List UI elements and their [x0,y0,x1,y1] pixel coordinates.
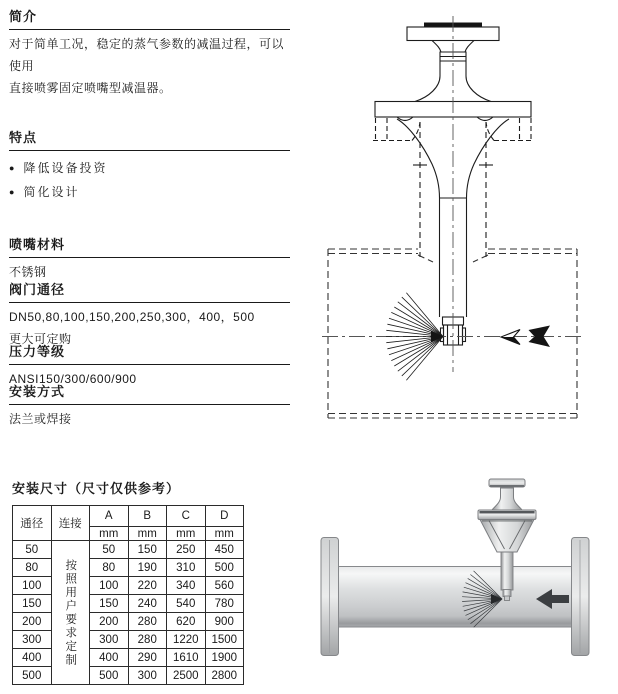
table-row [13,559,244,577]
table-cell: 240 [128,595,167,613]
table-cell: 280 [128,631,167,649]
connection-note-cell: 按照用户要求定制 [51,541,90,685]
table-row [13,577,244,595]
table-cell: 500 [13,667,52,685]
section-valve-size-title: 阀门通径 [9,279,290,303]
table-cell: 100 [13,577,52,595]
unit-cell: mm [90,527,129,541]
pressure-class-text: ANSI150/300/600/900 [9,372,137,386]
feature-text: 降低设备投资 [23,161,108,175]
nozzle-material-text: 不锈钢 [9,265,47,279]
table-cell: 1900 [205,649,244,667]
table-cell: 150 [13,595,52,613]
table-cell: 50 [90,541,129,559]
table-cell: 190 [128,559,167,577]
valve-size-line1: DN50,80,100,150,200,250,300，400，500 [9,310,255,324]
table-cell: 500 [205,559,244,577]
table-cell: 450 [205,541,244,559]
table-row [13,541,244,559]
table-cell: 400 [90,649,129,667]
table-cell: 620 [167,613,206,631]
table-cell: 2800 [205,667,244,685]
table-cell: 1500 [205,631,244,649]
centerlines [322,16,582,372]
table-cell: 200 [90,613,129,631]
header-dn: 通径 [13,506,52,541]
unit-cell: mm [167,527,206,541]
install-dimensions-table [12,505,244,685]
table-cell: 300 [128,667,167,685]
table-cell: 290 [128,649,167,667]
table-cell: 500 [90,667,129,685]
bullet-icon: ● [9,187,15,197]
section-installation [9,381,290,430]
unit-cell: mm [205,527,244,541]
install-dimensions-title: 安装尺寸（尺寸仅供参考） [12,481,181,496]
section-nozzle-material [9,234,290,283]
table-cell: 1220 [167,631,206,649]
table-cell: 1610 [167,649,206,667]
table-cell: 300 [90,631,129,649]
table-cell: 50 [13,541,52,559]
table-cell: 2500 [167,667,206,685]
bullet-icon: ● [9,163,15,173]
table-cell: 560 [205,577,244,595]
table-cell: 150 [128,541,167,559]
table-cell: 250 [167,541,206,559]
table-cell: 200 [13,613,52,631]
table-cell: 340 [167,577,206,595]
section-pressure-class-title: 压力等级 [9,341,290,365]
table-cell: 280 [128,613,167,631]
pipe-body [338,567,572,628]
table-cell: 150 [90,595,129,613]
table-cell: 780 [205,595,244,613]
spray-nozzle [505,596,510,601]
spray-lance [501,550,513,590]
table-row [13,613,244,631]
table-cell: 300 [13,631,52,649]
section-installation-title: 安装方式 [9,381,290,405]
table-cell: 540 [167,595,206,613]
table-row [13,649,244,667]
table-header-row [13,506,244,527]
section-intro [9,6,290,99]
header-a: A [90,506,129,527]
table-cell: 900 [205,613,244,631]
section-valve-size [9,279,290,350]
feature-text: 简化设计 [23,185,80,199]
cone-body [480,520,534,553]
pipe-installation-illustration [300,470,618,694]
table-cell: 80 [90,559,129,577]
unit-cell: mm [128,527,167,541]
table-cell: 100 [90,577,129,595]
header-c: C [167,506,206,527]
section-features-title: 特点 [9,127,290,151]
neck [492,488,522,510]
header-d: D [205,506,244,527]
table-cell: 220 [128,577,167,595]
header-b: B [128,506,167,527]
table-row [13,595,244,613]
header-conn: 连接 [51,506,90,541]
desuperheater-cad-drawing [300,0,618,445]
section-features [9,127,290,204]
intro-text-line1: 对于简单工况，稳定的蒸气参数的减温过程，可以使用 [9,37,285,73]
table-cell: 310 [167,559,206,577]
feature-item [9,180,290,204]
section-intro-title: 简介 [9,6,290,30]
table-row [13,631,244,649]
feature-item [9,156,290,180]
valve-size-line2: 更大可定购 [9,332,72,346]
section-nozzle-material-title: 喷嘴材料 [9,234,290,258]
table-cell: 400 [13,649,52,667]
cad-drawing-svg [300,0,618,445]
illustration-svg [300,470,618,694]
intro-text-line2: 直接喷雾固定喷嘴型减温器。 [9,81,172,95]
table-cell: 80 [13,559,52,577]
installation-text: 法兰或焊接 [9,412,72,426]
table-row [13,667,244,685]
